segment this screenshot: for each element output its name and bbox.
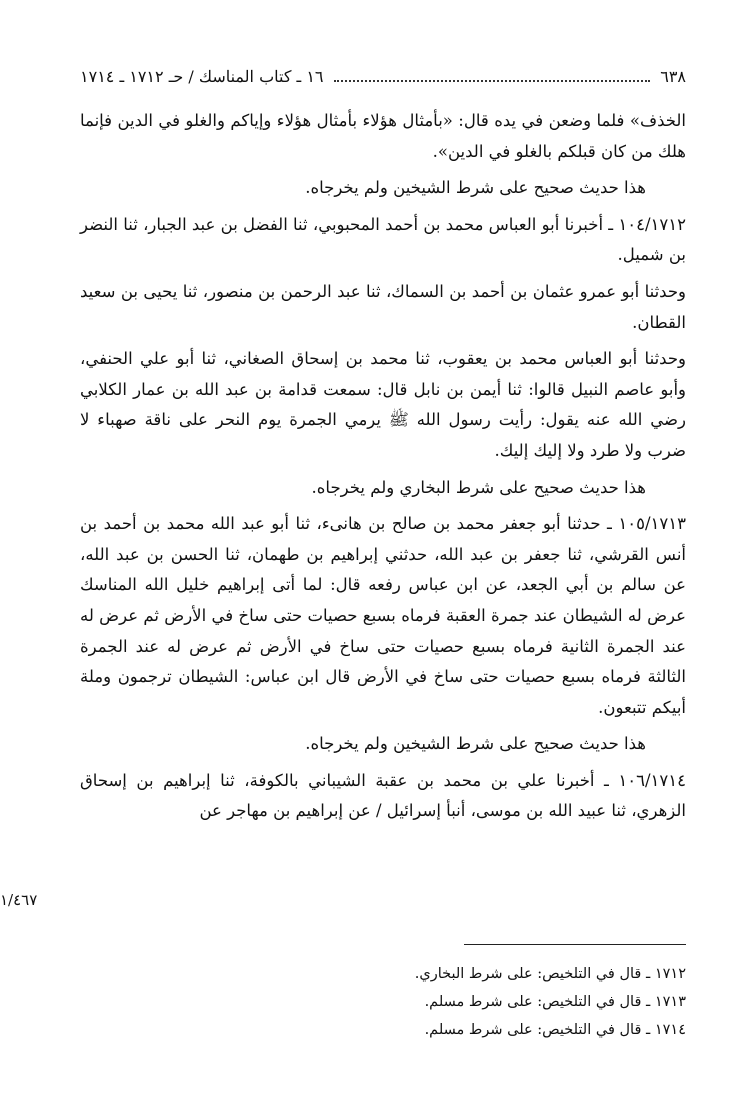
footnote-1714: ١٧١٤ ـ قال في التلخيص: على شرط مسلم. xyxy=(424,1022,686,1038)
footnote-separator-rule xyxy=(464,944,686,945)
paragraph-grading: هذا حديث صحيح على شرط الشيخين ولم يخرجاه. xyxy=(305,178,646,198)
header-dotted-leader xyxy=(334,70,651,82)
paragraph-hadith-1714: ١٠٦/١٧١٤ ـ أخبرنا علي بن محمد بن عقبة الشيباني بالكوفة، ثنا إبراهيم بن إسحاق الزهري، ثنا عبيد الله بن موسى، أنبأ إسرائيل / عن إبراهيم بن مهاجر عن xyxy=(80,770,686,821)
running-title: ١٦ ـ كتاب المناسك / حـ ١٧١٢ ـ ١٧١٤ xyxy=(80,66,324,86)
paragraph-isnad-3: وحدثنا أبو العباس محمد بن يعقوب، ثنا محمد بن إسحاق الصغاني، ثنا أبو علي الحنفي، وأبو عاصم النبيل قالوا: ثنا أيمن بن نابل قال: سمعت قدامة بن عبد الله بن عمار الكلابي رضي الله عنه يقول: رأيت رسول الله ﷺ يرمي الجمرة يوم النحر على ناقة صهباء لا ضرب ولا طرد ولا إليك إليك. xyxy=(80,349,686,460)
page-header xyxy=(80,62,686,90)
main-text xyxy=(80,106,686,833)
footnote-1712: ١٧١٢ ـ قال في التلخيص: على شرط البخاري. xyxy=(414,966,686,982)
paragraph-hadith-1712: ١٠٤/١٧١٢ ـ أخبرنا أبو العباس محمد بن أحمد المحبوبي، ثنا الفضل بن عبد الجبار، ثنا النضر بن شميل. xyxy=(80,214,686,265)
footnote-1713: ١٧١٣ ـ قال في التلخيص: على شرط مسلم. xyxy=(424,994,686,1010)
paragraph-grading: هذا حديث صحيح على شرط الشيخين ولم يخرجاه. xyxy=(305,734,646,754)
footnotes xyxy=(80,960,686,1044)
paragraph-grading: هذا حديث صحيح على شرط البخاري ولم يخرجاه. xyxy=(311,477,646,497)
paragraph-hadith-continuation: الخذف» فلما وضعن في يده قال: «بأمثال هؤلاء بأمثال هؤلاء وإياكم والغلو في الدين فإنما هلك من كان قبلكم بالغلو في الدين». xyxy=(80,111,686,161)
paragraph-isnad-2: وحدثنا أبو عمرو عثمان بن أحمد بن السماك، ثنا عبد الرحمن بن منصور، ثنا يحيى بن سعيد القطان. xyxy=(80,281,686,332)
manuscript-margin-reference: ١/٤٦٧ xyxy=(0,891,38,909)
page-number: ٦٣٨ xyxy=(660,66,686,86)
paragraph-hadith-1713: ١٠٥/١٧١٣ ـ حدثنا أبو جعفر محمد بن صالح بن هانىء، ثنا أبو عبد الله محمد بن أحمد بن أنس القرشي، ثنا جعفر بن عبد الله، حدثني إبراهيم بن طهمان، ثنا الحسن بن عبد الله، عن سالم بن أبي الجعد، عن ابن عباس رفعه قال: لما أتى إبراهيم خليل الله المناسك عرض له الشيطان عند جمرة العقبة فرماه بسبع حصيات حتى ساخ في الأرض ثم عرض له عند الجمرة الثانية فرماه بسبع حصيات حتى ساخ في الأرض ثم عرض له عند الجمرة الثالثة فرماه بسبع حصيات حتى ساخ في الأرض قال ابن عباس: الشيطان ترجمون وملة أبيكم تتبعون. xyxy=(80,514,686,717)
